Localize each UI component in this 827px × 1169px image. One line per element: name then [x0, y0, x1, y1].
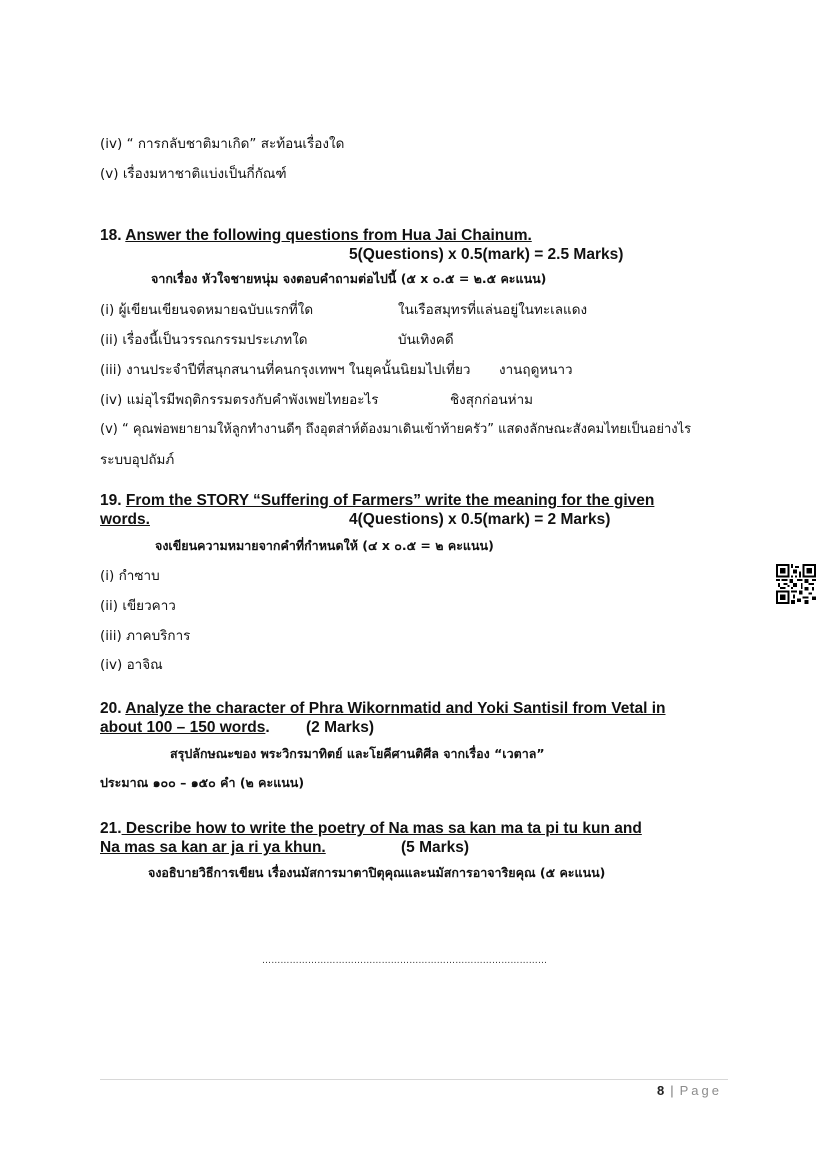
- q18-item-ii: (ii) เรื่องนี้เป็นวรรณกรรมประเภทใด: [100, 332, 308, 348]
- q19-item-ii: (ii) เขียวคาว: [100, 598, 176, 614]
- q20-thai-instruction-2: ประมาณ ๑๐๐ – ๑๕๐ คำ (๒ คะแนน): [100, 775, 305, 790]
- q18-answer-v: ระบบอุปถัมภ์: [100, 452, 175, 468]
- q18-answer-ii: บันเทิงคดี: [398, 332, 454, 348]
- q21-title-line1: Describe how to write the poetry of Na mas sa kan ma ta pi tu kun and: [121, 820, 642, 837]
- q19-item-iii: (iii) ภาคบริการ: [100, 628, 191, 644]
- q19-marks: 4(Questions) x 0.5(mark) = 2 Marks): [349, 511, 611, 528]
- footer-separator: |: [670, 1083, 674, 1098]
- q18-number: 18.: [100, 227, 122, 244]
- q17-item-iv: (iv) “ การกลับชาติมาเกิด” สะท้อนเรื่องใด: [100, 136, 345, 152]
- page-footer: [657, 1083, 722, 1098]
- q17-item-v: (v) เรื่องมหาชาติแบ่งเป็นกี่กัณฑ์: [100, 166, 287, 182]
- q18-answer-i: ในเรือสมุทรที่แล่นอยู่ในทะเลแดง: [398, 302, 588, 318]
- q18-item-i: (i) ผู้เขียนเขียนจดหมายฉบับแรกที่ใด: [100, 302, 314, 318]
- q18-item-iv: (iv) แม่อุไรมีพฤติกรรมตรงกับคำพังเพยไทยอะไร: [100, 392, 379, 408]
- q20-header: [100, 700, 666, 718]
- q18-item-iii: (iii) งานประจำปีที่สนุกสนานที่คนกรุงเทพฯ ในยุคนั้นนิยมไปเที่ยว: [100, 362, 471, 378]
- q19-number: 19.: [100, 492, 122, 509]
- q20-title-period: .: [265, 719, 270, 736]
- q20-title-line2-row: [100, 719, 270, 737]
- q18-title: Answer the following questions from Hua Jai Chainum.: [125, 227, 532, 244]
- footer-divider: [100, 1079, 728, 1080]
- q19-header: [100, 492, 654, 510]
- q21-number: 21.: [100, 820, 122, 837]
- q21-thai-instruction: จงอธิบายวิธีการเขียน เรื่องนมัสการมาตาปิตุคุณและนมัสการอาจาริยคุณ (๕ คะแนน): [148, 865, 606, 880]
- q18-answer-iii: งานฤดูหนาว: [499, 362, 573, 378]
- q21-marks: (5 Marks): [401, 839, 470, 856]
- q21-header: [100, 820, 642, 838]
- q18-header: [100, 227, 532, 245]
- end-of-paper-dots: …………………………………………………………………………………: [262, 956, 548, 966]
- q19-title-line1: From the STORY “Suffering of Farmers” write the meaning for the given: [125, 492, 655, 509]
- q19-thai-instruction: จงเขียนความหมายจากคำที่กำหนดให้ (๔ x ๐.๕ = ๒ คะแนน): [155, 538, 494, 553]
- q19-item-iv: (iv) อาจิณ: [100, 657, 163, 673]
- q18-marks: 5(Questions) x 0.5(mark) = 2.5 Marks): [349, 246, 624, 263]
- q20-title-line2: about 100 – 150 words: [100, 719, 266, 736]
- q20-thai-instruction: สรุปลักษณะของ พระวิกรมาทิตย์ และโยคีศานติศีล จากเรื่อง “เวตาล”: [170, 746, 545, 761]
- page-label: Page: [679, 1083, 722, 1098]
- q19-item-i: (i) กำซาบ: [100, 568, 160, 584]
- q20-title-line1: Analyze the character of Phra Wikornmatid and Yoki Santisil from Vetal in: [125, 700, 666, 717]
- q19-title-line2: words.: [100, 511, 150, 528]
- q18-thai-instruction: จากเรื่อง หัวใจชายหนุ่ม จงตอบคำถามต่อไปนี้ (๕ x ๐.๕ = ๒.๕ คะแนน): [151, 271, 547, 286]
- page-number: 8: [657, 1083, 665, 1098]
- qr-code-icon: [776, 564, 816, 604]
- q20-number: 20.: [100, 700, 122, 717]
- q18-answer-iv: ชิงสุกก่อนห่าม: [450, 392, 534, 408]
- q18-item-v: (v) “ คุณพ่อพยายามให้ลูกทำงานดีๆ ถึงอุตส่าห์ต้องมาเดินเข้าท้ายครัว” แสดงลักษณะสังคมไทยเป็นอย่างไร: [100, 422, 692, 437]
- q21-title-line2: Na mas sa kan ar ja ri ya khun.: [100, 839, 326, 856]
- q20-marks: (2 Marks): [306, 719, 375, 736]
